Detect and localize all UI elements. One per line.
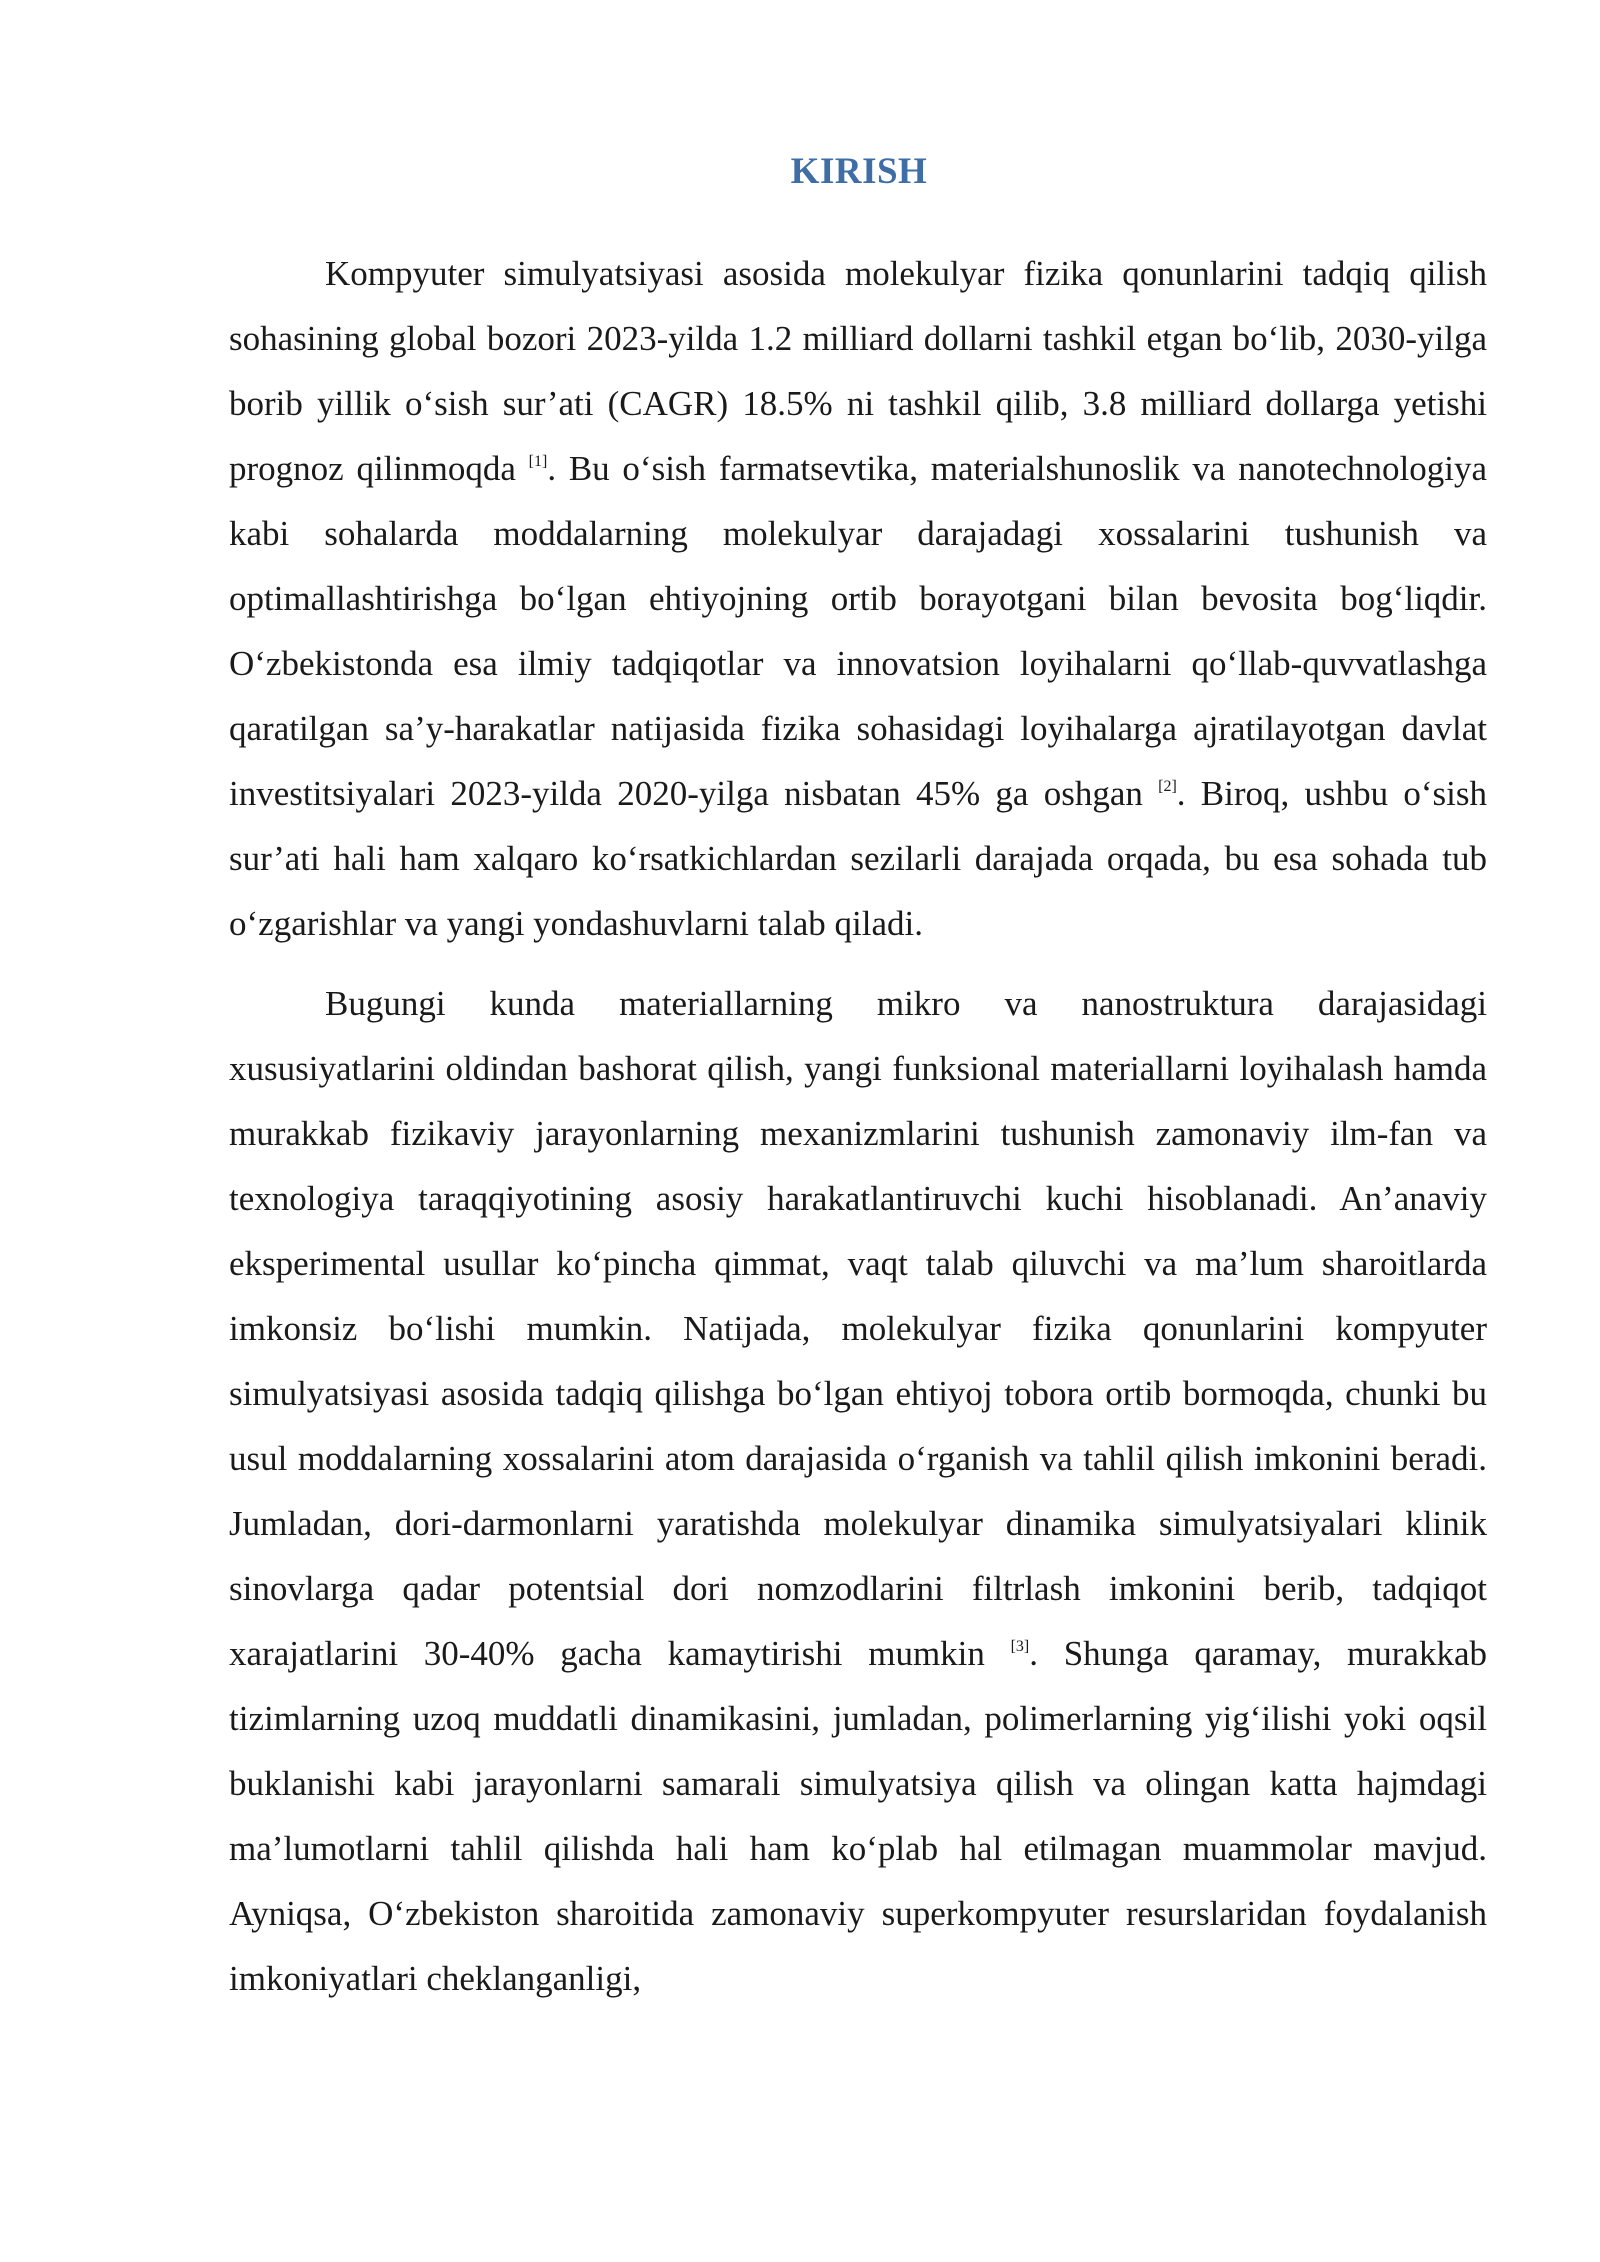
section-heading: KIRISH [790, 151, 928, 192]
paragraph-2-text-1: Bugungi kunda materiallarning mikro va nanostruktura darajasidagi xususiyatlarini oldindan bashorat qilish, yangi funksional materiallarni loyihalash hamda murakkab fizikaviy jarayonlarning mexanizmlarini tushunish zamonaviy ilm-fan va texnologiya taraqqiyotining asosiy harakatlantiruvchi kuchi hisoblanadi. An’anaviy eksperimental usullar ko‘pincha qimmat, vaqt talab qiluvchi va ma’lum sharoitlarda imkonsiz bo‘lishi mumkin. Natijada, molekulyar fizika qonunlarini kompyuter simulyatsiyasi asosida tadqiq qilishga bo‘lgan ehtiyoj tobora ortib bormoqda, chunki bu usul moddalarning xossalarini atom darajasida o‘rganish va tahlil qilish imkonini beradi. Jumladan, dori-darmonlarni yaratishda molekulyar dinamika simulyatsiyalari klinik sinovlarga qadar potentsial dori nomzodlarini filtrlash imkonini berib, tadqiqot xarajatlarini 30-40% gacha kamaytirishi mumkin [229, 984, 1487, 1673]
paragraph-1-text-1: Kompyuter simulyatsiyasi asosida molekulyar fizika qonunlarini tadqiq qilish sohasining global bozori 2023-yilda 1.2 milliard dollarni tashkil etgan bo‘lib, 2030-yilga borib yillik o‘sish sur’ati (CAGR) 18.5% ni tashkil qilib, 3.8 milliard dollarga yetishi prognoz qilinmoqda [229, 254, 1487, 488]
citation-3: [3] [1010, 1638, 1030, 1655]
citation-1: [1] [528, 453, 548, 470]
paragraph-1-text-2: . Bu o‘sish farmatsevtika, materialshunoslik va nanotechnologiya kabi sohalarda moddalarning molekulyar darajadagi xossalarini tushunish va optimallashtirishga bo‘lgan ehtiyojning ortib borayotgani bilan bevosita bog‘liqdir. O‘zbekistonda esa ilmiy tadqiqotlar va innovatsion loyihalarni qo‘llab-quvvatlashga qaratilgan sa’y-harakatlar natijasida fizika sohasidagi loyihalarga ajratilayotgan davlat investitsiyalari 2023-yilda 2020-yilga nisbatan 45% ga oshgan [229, 449, 1488, 813]
paragraph-2-text-2: . Shunga qaramay, murakkab tizimlarning uzoq muddatli dinamikasini, jumladan, polimerlarning yig‘ilishi yoki oqsil buklanishi kabi jarayonlarni samarali simulyatsiya qilish va olingan katta hajmdagi ma’lumotlarni tahlil qilishda hali ham ko‘plab hal etilmagan muammolar mavjud. Ayniqsa, O‘zbekiston sharoitida zamonaviy superkompyuter resurslaridan foydalanish imkoniyatlari cheklanganligi, [229, 1634, 1487, 1998]
body-text [229, 241, 1487, 2011]
citation-2: [2] [1158, 778, 1177, 795]
paragraph-1-text-3: . Biroq, ushbu o‘sish sur’ati hali ham xalqaro ko‘rsatkichlardan sezilarli darajada orqada, bu esa sohada tub o‘zgarishlar va yangi yondashuvlarni talab qiladi. [229, 774, 1487, 943]
paragraph-2 [229, 971, 1487, 2011]
paragraph-1 [229, 241, 1487, 956]
